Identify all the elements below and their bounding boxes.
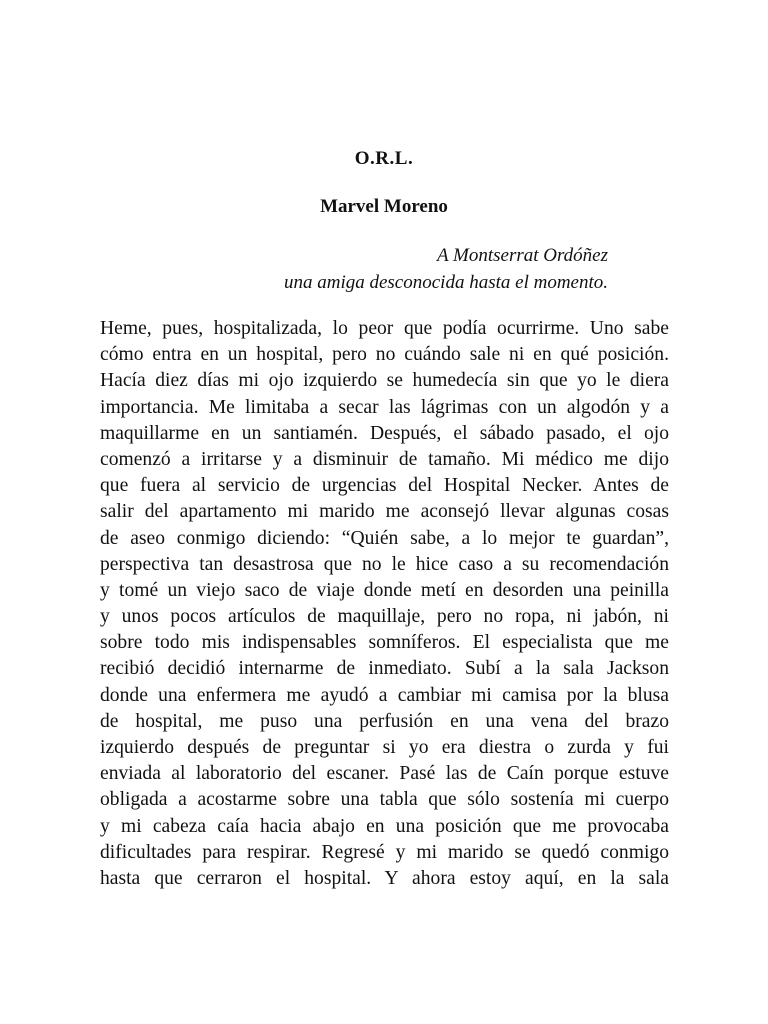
- body-line: Hacía diez días mi ojo izquierdo se humedecía sin que yo le diera: [100, 370, 669, 392]
- document-title: O.R.L.: [354, 148, 414, 169]
- body-line: donde una enfermera me ayudó a cambiar mi camisa por la blusa: [100, 684, 669, 706]
- dedication-line: A Montserrat Ordóñez: [437, 245, 608, 266]
- body-line: importancia. Me limitaba a secar las lágrimas con un algodón y a: [100, 396, 669, 418]
- body-line: y unos pocos artículos de maquillaje, pero no ropa, ni jabón, ni: [100, 606, 669, 628]
- body-line: comenzó a irritarse y a disminuir de tamaño. Mi médico me dijo: [100, 448, 669, 470]
- dedication: [100, 242, 608, 296]
- body-line: y mi cabeza caía hacia abajo en una posición que me provocaba: [100, 815, 669, 837]
- body-line: salir del apartamento mi marido me aconsejó llevar algunas cosas: [100, 501, 669, 523]
- body-line: sobre todo mis indispensables somníferos. El especialista que me: [100, 632, 669, 654]
- body-line: de aseo conmigo diciendo: “Quién sabe, a lo mejor te guardan”,: [100, 527, 669, 549]
- body-line: Heme, pues, hospitalizada, lo peor que podía ocurrirme. Uno sabe: [100, 318, 669, 339]
- body-line: y tomé un viejo saco de viaje donde metí en desorden una peinilla: [100, 579, 669, 601]
- body-line: perspectiva tan desastrosa que no le hice caso a su recomendación: [100, 553, 669, 575]
- author-name: Marvel Moreno: [320, 196, 448, 217]
- body-line: obligada a acostarme sobre una tabla que sólo sostenía mi cuerpo: [100, 789, 669, 811]
- body-line: dificultades para respirar. Regresé y mi marido se quedó conmigo: [100, 841, 669, 863]
- body-line: hasta que cerraron el hospital. Y ahora estoy aquí, en la sala: [100, 867, 669, 889]
- body-line: que fuera al servicio de urgencias del Hospital Necker. Antes de: [100, 475, 669, 497]
- body-line: recibió decidió internarme de inmediato. Subí a la sala Jackson: [100, 658, 669, 680]
- dedication-line: una amiga desconocida hasta el momento.: [283, 272, 608, 293]
- body-line: maquillarme en un santiamén. Después, el sábado pasado, el ojo: [100, 422, 669, 444]
- body-line: cómo entra en un hospital, pero no cuándo sale ni en qué posición.: [100, 344, 669, 366]
- body-line: enviada al laboratorio del escaner. Pasé las de Caín porque estuve: [100, 763, 669, 785]
- body-line: izquierdo después de preguntar si yo era diestra o zurda y fui: [100, 737, 669, 758]
- body-paragraph: [100, 316, 669, 892]
- body-line: de hospital, me puso una perfusión en una vena del brazo: [100, 710, 669, 732]
